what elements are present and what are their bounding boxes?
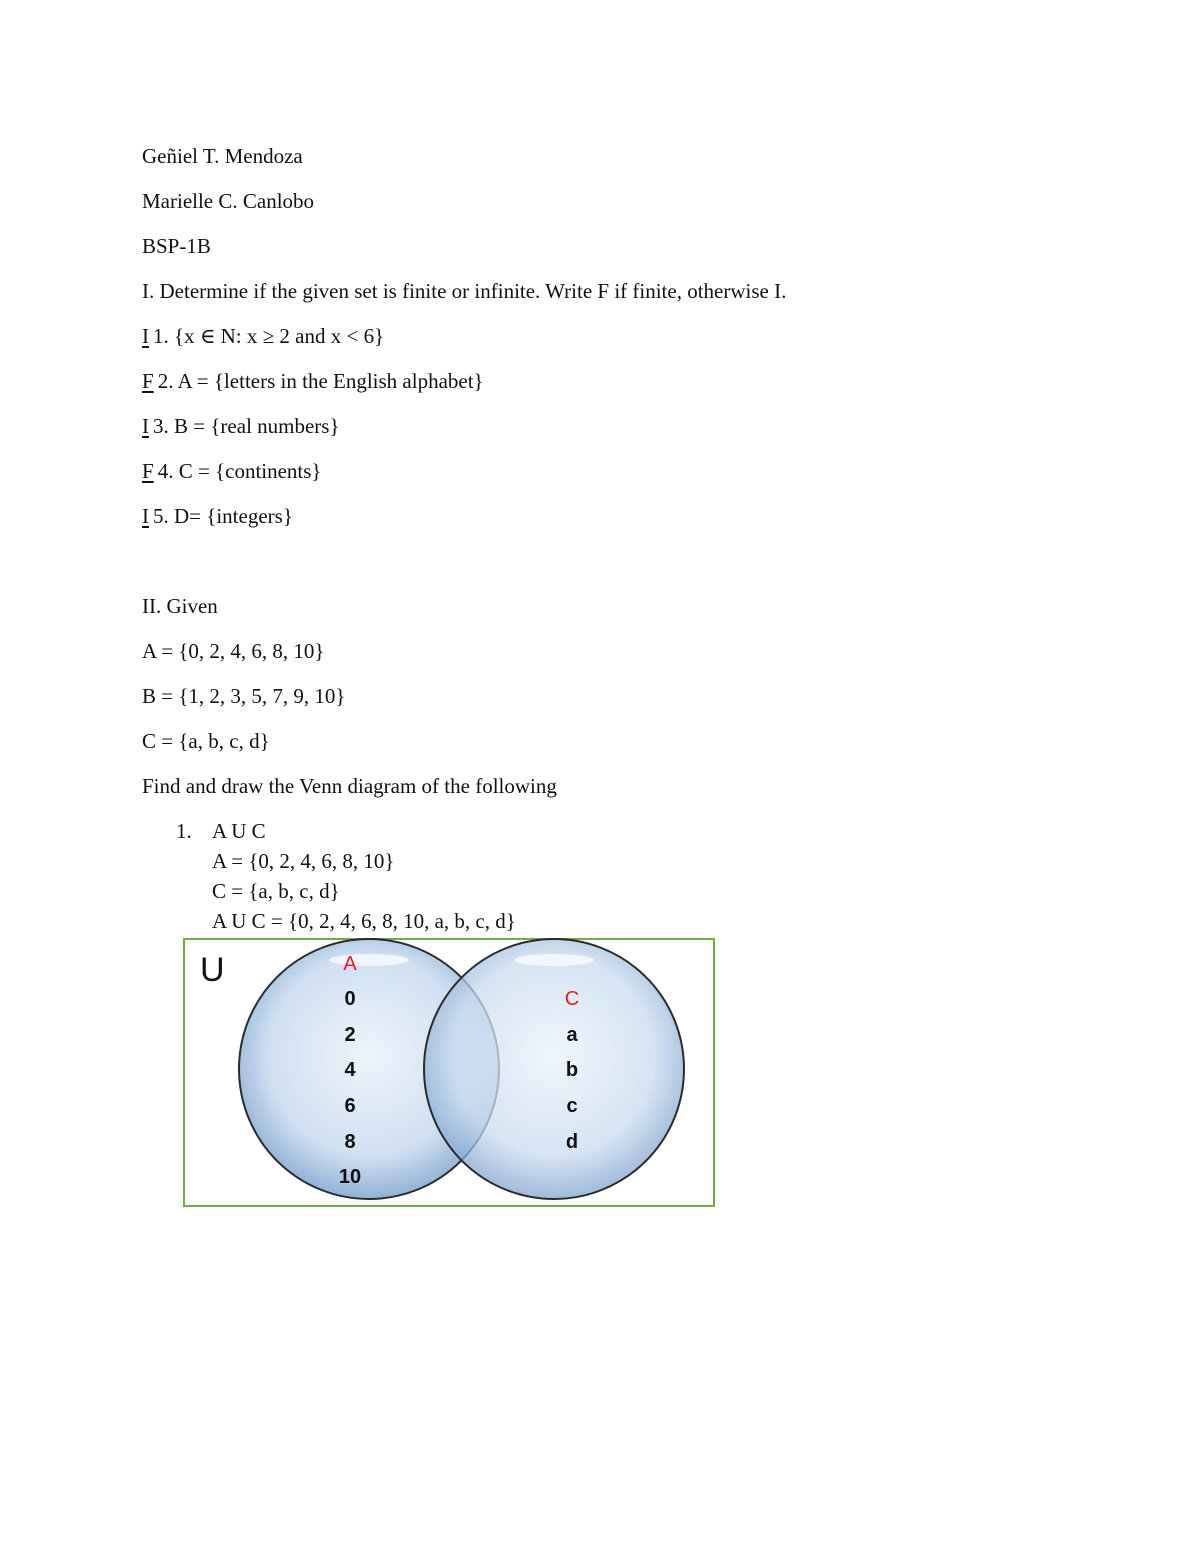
item-text: 5. D= {integers} — [153, 504, 293, 528]
set-a-element: 6 — [344, 1095, 356, 1117]
part1-item — [142, 368, 484, 394]
part1-item — [142, 458, 322, 484]
set-a-element: 8 — [344, 1131, 356, 1153]
set-a-label: A — [343, 953, 357, 975]
problem-set-c: C = {a, b, c, d} — [212, 879, 340, 903]
part1-instruction: I. Determine if the given set is finite or infinite. Write F if finite, otherwise I. — [142, 279, 787, 303]
part1-item — [142, 503, 293, 529]
venn-diagram — [183, 938, 715, 1207]
set-c-element: c — [566, 1095, 578, 1117]
item-answer: F — [142, 459, 154, 483]
item-answer: F — [142, 369, 154, 393]
problem-set-a: A = {0, 2, 4, 6, 8, 10} — [212, 849, 395, 873]
part2-instruction: Find and draw the Venn diagram of the following — [142, 774, 557, 798]
set-c-element: a — [566, 1024, 578, 1046]
part2-title: II. Given — [142, 594, 218, 618]
problem-title: A U C — [212, 819, 266, 843]
set-a-element: 2 — [344, 1024, 356, 1046]
set-a-element: 4 — [344, 1059, 356, 1081]
set-c-label: C — [564, 988, 580, 1010]
problem-number: 1. — [176, 819, 192, 843]
set-a-element: 10 — [338, 1166, 362, 1188]
set-c-definition: C = {a, b, c, d} — [142, 729, 270, 753]
set-c-element: b — [565, 1059, 579, 1081]
universe-label: U — [200, 951, 225, 989]
item-answer: I — [142, 414, 149, 438]
item-answer: I — [142, 504, 149, 528]
student-name-1: Geñiel T. Mendoza — [142, 144, 303, 168]
set-c-element: d — [565, 1131, 579, 1153]
set-a-element: 0 — [344, 988, 356, 1010]
part1-item — [142, 413, 340, 439]
problem-result: A U C = {0, 2, 4, 6, 8, 10, a, b, c, d} — [212, 909, 516, 933]
set-a-definition: A = {0, 2, 4, 6, 8, 10} — [142, 639, 325, 663]
item-text: 4. C = {continents} — [157, 459, 322, 483]
part1-item — [142, 323, 384, 349]
set-c-highlight — [514, 954, 594, 966]
student-name-2: Marielle C. Canlobo — [142, 189, 315, 213]
set-b-definition: B = {1, 2, 3, 5, 7, 9, 10} — [142, 684, 346, 708]
item-text: 3. B = {real numbers} — [153, 414, 340, 438]
item-text: 2. A = {letters in the English alphabet} — [157, 369, 484, 393]
item-text: 1. {x ∈ N: x ≥ 2 and x < 6} — [153, 324, 385, 348]
section-label: BSP-1B — [142, 234, 211, 258]
item-answer: I — [142, 324, 149, 348]
